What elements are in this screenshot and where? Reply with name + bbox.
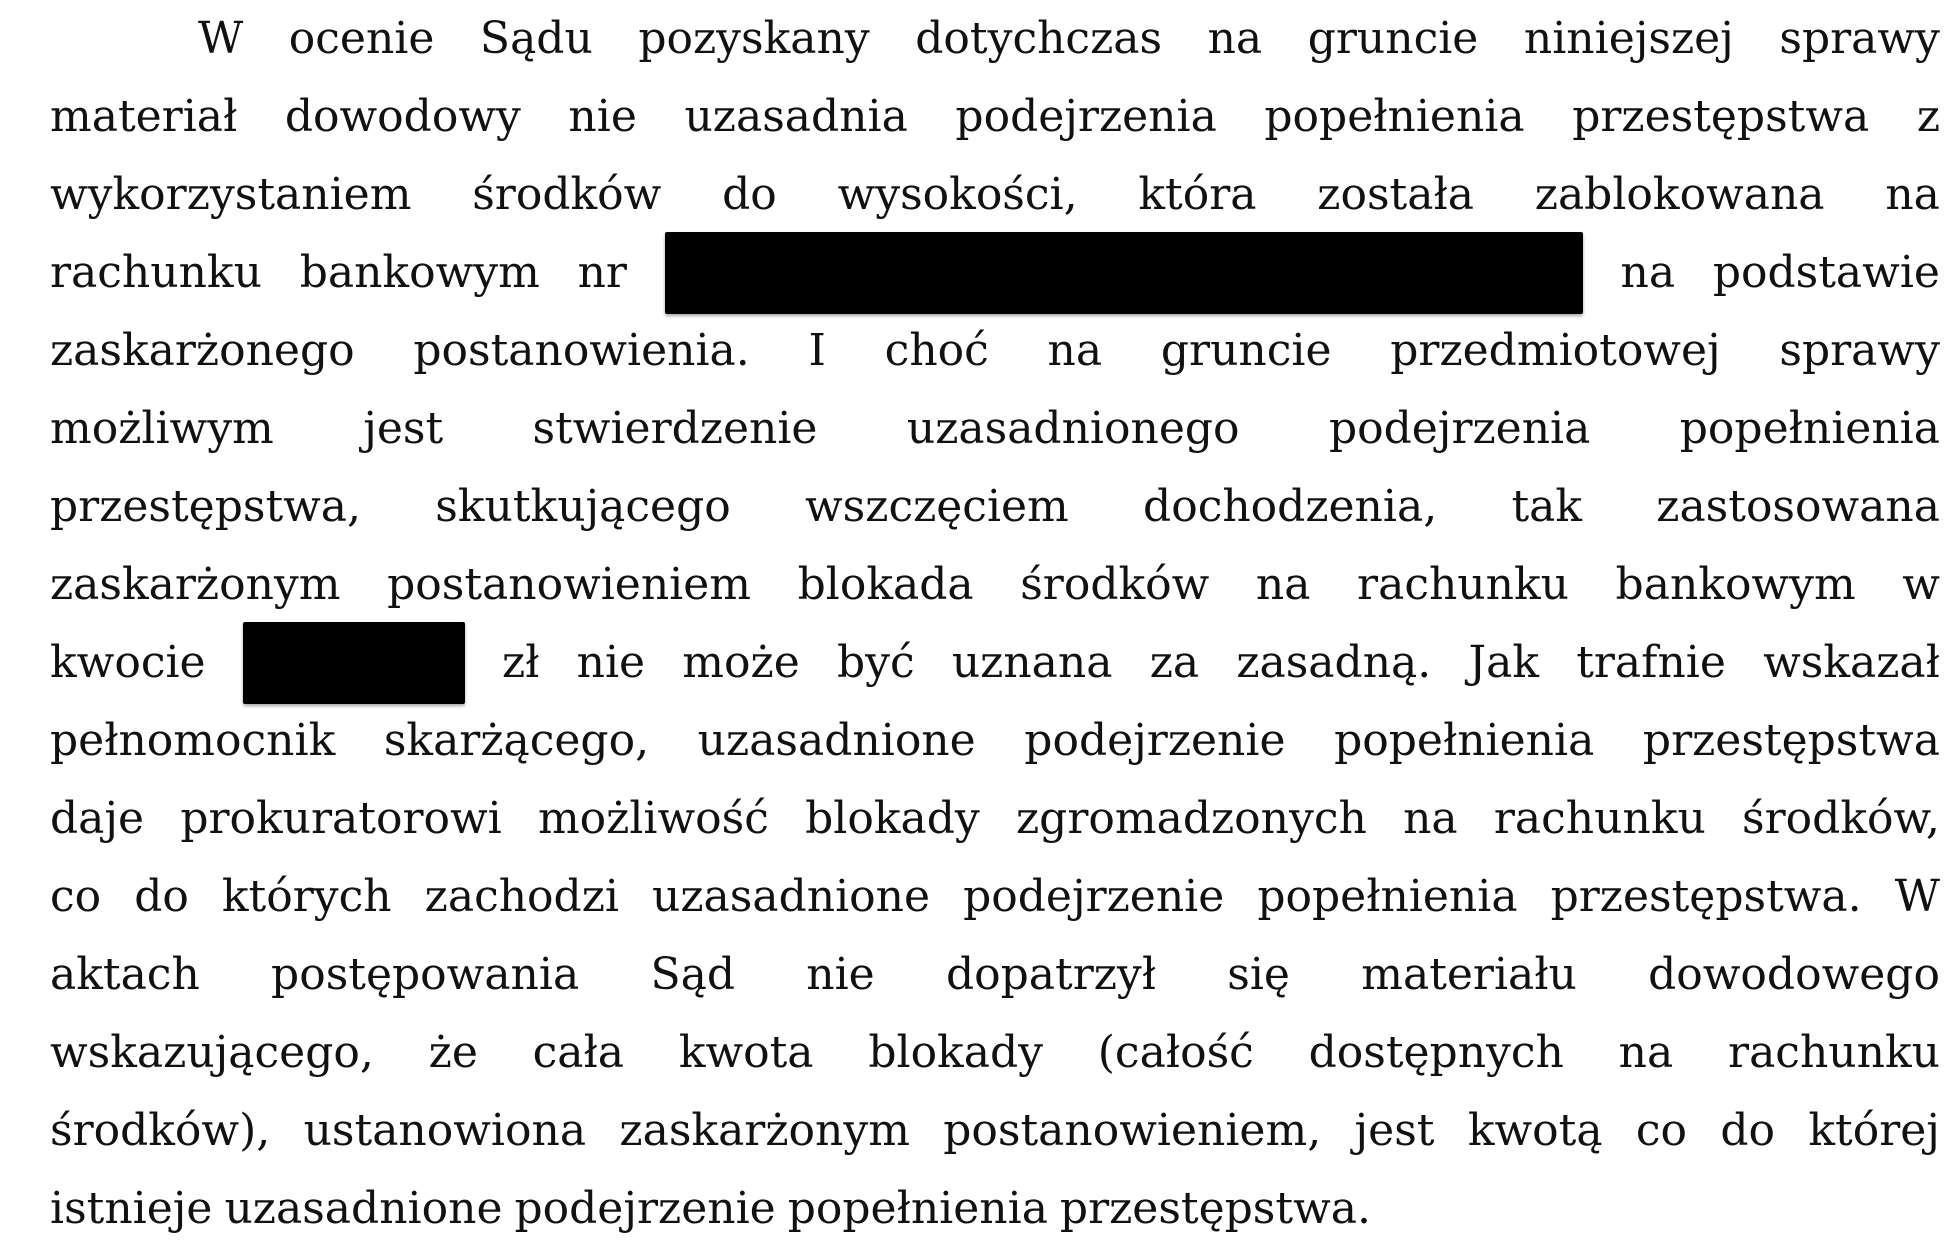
word: jest [1354,1105,1435,1156]
word: została [1317,169,1474,220]
word: wysokości, [837,169,1078,220]
word: dopatrzył [945,949,1157,1000]
text-line [50,156,1940,234]
word: zastosowana [1656,481,1940,532]
word: uzasadnionego [906,403,1240,454]
word: popełnienia [1679,403,1940,454]
word: bankowym [299,247,540,298]
word: wykorzystaniem [50,169,412,220]
word: blokady [868,1027,1043,1078]
word: popełnienia [787,1183,1048,1234]
text-line [50,468,1940,546]
word: bankowym [1615,559,1856,610]
paragraph [50,0,1940,1248]
word: w [1902,559,1940,610]
word: podstawie [1712,247,1940,298]
word: uzasadnione [652,871,931,922]
word: podejrzenie [963,871,1225,922]
word: popełnienia [1257,871,1518,922]
word: uzasadnione [224,1183,503,1234]
word: materiał [50,91,238,142]
word: środków [1020,559,1210,610]
word: środków, [1742,793,1940,844]
word: na [1207,13,1263,64]
word: kwota [678,1027,814,1078]
word: dowodowego [1648,949,1940,1000]
word: dochodzenia, [1143,481,1438,532]
word: ocenie [288,13,435,64]
word: do [1720,1105,1776,1156]
word: postanowieniem [387,559,752,610]
word: daje [50,793,145,844]
word: co [1635,1105,1688,1156]
word: wskazującego, [50,1027,374,1078]
word: dostępnych [1308,1027,1564,1078]
text-line [50,312,1940,390]
text-line [50,78,1940,156]
word: skarżącego, [383,715,650,766]
word: podejrzenie [514,1183,776,1234]
word: zaskarżonym [50,559,341,610]
word: środków), [50,1105,271,1156]
word: zaskarżonym [619,1105,910,1156]
word: zaskarżonego [50,325,355,376]
word: pozyskany [638,13,870,64]
word: nie [568,91,637,142]
word: dowodowy [284,91,521,142]
word: przedmiotowej [1390,325,1721,376]
word: rachunku [1728,1027,1940,1078]
word: gruncie [1307,13,1479,64]
word: że [428,1027,478,1078]
word: która [1138,169,1257,220]
word: na [1618,1027,1674,1078]
word: blokada [797,559,974,610]
word: choć [884,325,989,376]
word: z [1916,91,1940,142]
word: zł [501,637,540,688]
word: się [1227,949,1290,1000]
word: tak [1511,481,1583,532]
word: kwocie [50,637,206,688]
redacted-account-number [665,232,1583,314]
word: nie [806,949,875,1000]
word: Jak [1468,637,1540,688]
word: rachunku [1493,793,1706,844]
word: rachunku [1357,559,1569,610]
word: do [134,871,189,922]
text-line [50,1092,1940,1170]
word: wszczęciem [805,481,1069,532]
word: do [722,169,777,220]
text-line [50,936,1940,1014]
word: przestępstwa [1572,91,1870,142]
word: materiału [1361,949,1577,1000]
word: co [50,871,102,922]
word: kwotą [1467,1105,1603,1156]
word: ustanowiona [303,1105,587,1156]
word: popełnienia [1264,91,1525,142]
word: postępowania [271,949,580,1000]
word: na [1047,325,1103,376]
word: być [836,637,915,688]
word: skutkującego [435,481,731,532]
word: stwierdzenie [532,403,818,454]
word: rachunku [50,247,262,298]
word: nr [577,247,627,298]
word: zasadną. [1236,637,1432,688]
word: gruncie [1160,325,1332,376]
word: uzasadnia [684,91,908,142]
text-line [50,0,1940,78]
word: postanowienia. [413,325,750,376]
word: przestępstwa. [1059,1183,1371,1234]
word: uznana [951,637,1113,688]
word: sprawy [1779,13,1940,64]
word: W [198,13,244,64]
redacted-amount [243,622,465,704]
word: jest [363,403,444,454]
word: przestępstwa, [50,481,362,532]
word: uzasadnione [697,715,976,766]
text-line [50,390,1940,468]
word: postanowieniem, [943,1105,1322,1156]
text-line [50,702,1940,780]
word: których [221,871,392,922]
text-line [50,546,1940,624]
word: W [1894,871,1940,922]
text-line [50,1014,1940,1092]
word: popełnienia [1334,715,1595,766]
word: podejrzenia [955,91,1217,142]
word: nie [576,637,646,688]
word: podejrzenia [1328,403,1591,454]
word: prokuratorowi [180,793,502,844]
word: Sąd [650,949,735,1000]
word: zgromadzonych [1016,793,1367,844]
word: środków [472,169,662,220]
word: niniejszej [1523,13,1734,64]
word: wskazał [1763,637,1940,688]
word: możliwym [50,403,274,454]
word: I [808,325,826,376]
word: przestępstwa. [1550,871,1862,922]
word: sprawy [1779,325,1940,376]
word: dotychczas [915,13,1163,64]
word: zablokowana [1534,169,1825,220]
text-line [50,624,1940,702]
text-line [50,1170,1940,1248]
word: trafnie [1576,637,1726,688]
word: za [1149,637,1200,688]
word: przestępstwa [1642,715,1940,766]
word: blokady [805,793,980,844]
word: na [1885,169,1940,220]
word: możliwość [537,793,769,844]
word: zachodzi [424,871,619,922]
word: Sądu [479,13,593,64]
text-line [50,780,1940,858]
word: istnieje [50,1183,213,1234]
text-line [50,858,1940,936]
word: (całość [1097,1027,1254,1078]
word: na [1403,793,1458,844]
word: aktach [50,949,200,1000]
word: na [1255,559,1311,610]
text-line [50,234,1940,312]
word: podejrzenie [1024,715,1286,766]
word: może [682,637,800,688]
word: pełnomocnik [50,715,336,766]
word: cała [532,1027,625,1078]
word: na [1620,247,1676,298]
word: której [1808,1105,1940,1156]
